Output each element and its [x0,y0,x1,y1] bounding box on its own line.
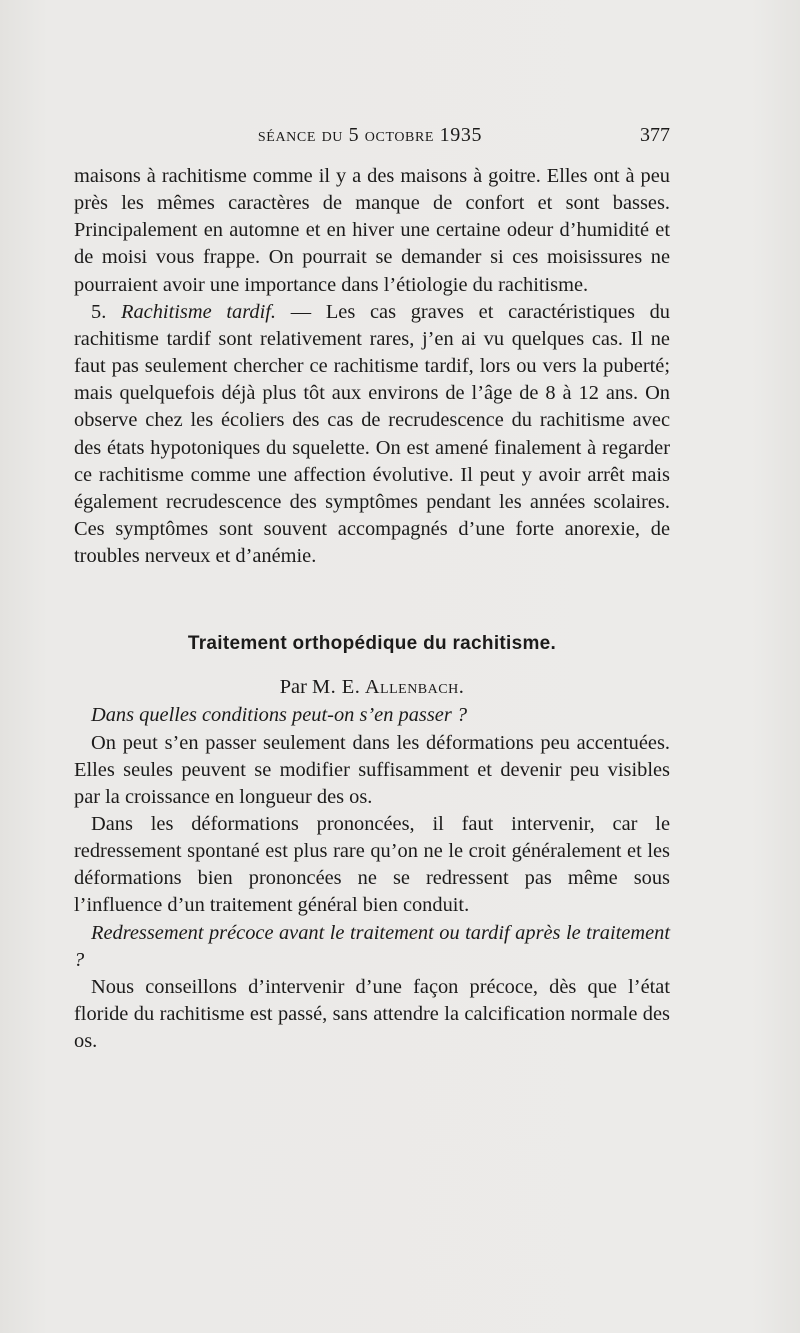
author-name: M. E. Allenbach. [311,676,465,699]
body-text [74,163,670,1055]
paragraph-deformations-peu: On peut s’en passer seulement dans les déformations peu accentuées. Elles seules peuvent se modifier suffisamment et devenir peu visibles par la croissance en longueur des os. [74,731,670,808]
paragraph-deformations-prononcees: Dans les déformations prononcées, il faut intervenir, car le redressement spontané est plus rare qu’on ne le croit généralement et les déformations bien prononcées ne se redressent pas même sous l’influence d’un traitement général bien conduit. [74,812,670,917]
author-prefix: Par [279,676,312,699]
author-line [74,672,670,702]
paragraph-rachitisme-tardif [74,299,670,571]
question-heading-2: Redressement précoce avant le traitement ou tardif après le traitement ? [74,921,670,971]
page-number: 377 [640,124,670,146]
paragraph-text: — Les cas graves et caractéristiques du rachitisme tardif sont relativement rares, j’en ai vu quelques cas. Il ne faut pas seulement chercher ce rachitisme tardif, lors ou vers la puberté; mais quelquefois déjà plus tôt aux environs de l’âge de 8 à 12 ans. On observe chez les écoliers des cas de recrudescence du rachitisme avec des états hypotoniques du squelette. On est amené finalement à regarder ce rachitisme comme une affection évolutive. Il peut y avoir arrêt mais également recrudescence des symptômes pendant les années scolaires. Ces symptômes sont souvent accompagnés d’une forte anorexie, de troubles nerveux et d’anémie. [74,300,670,568]
paragraph-maisons: maisons à rachitisme comme il y a des maisons à goitre. Elles ont à peu près les mêmes caractères de manque de confort et sont basses. Principalement en automne et en hiver une certaine odeur d’humidité et de moisi vous frappe. On pourrait se demander si ces moisissures ne pourraient avoir une importance dans l’étiologie du rachitisme. [74,165,670,296]
section-title: Traitement orthopédique du rachitisme. [187,633,557,655]
question-heading-1: Dans quelles conditions peut-on s’en passer ? [91,704,468,727]
paragraph-number: 5. [91,300,122,323]
paragraph-heading: Rachitisme tardif. [121,300,276,323]
paragraph-intervenir: Nous conseillons d’intervenir d’une façon précoce, dès que l’état floride du rachitisme est passé, sans attendre la calcification normale des os. [74,975,670,1053]
running-title: séance du 5 octobre 1935 [257,124,483,146]
running-head [70,124,670,152]
